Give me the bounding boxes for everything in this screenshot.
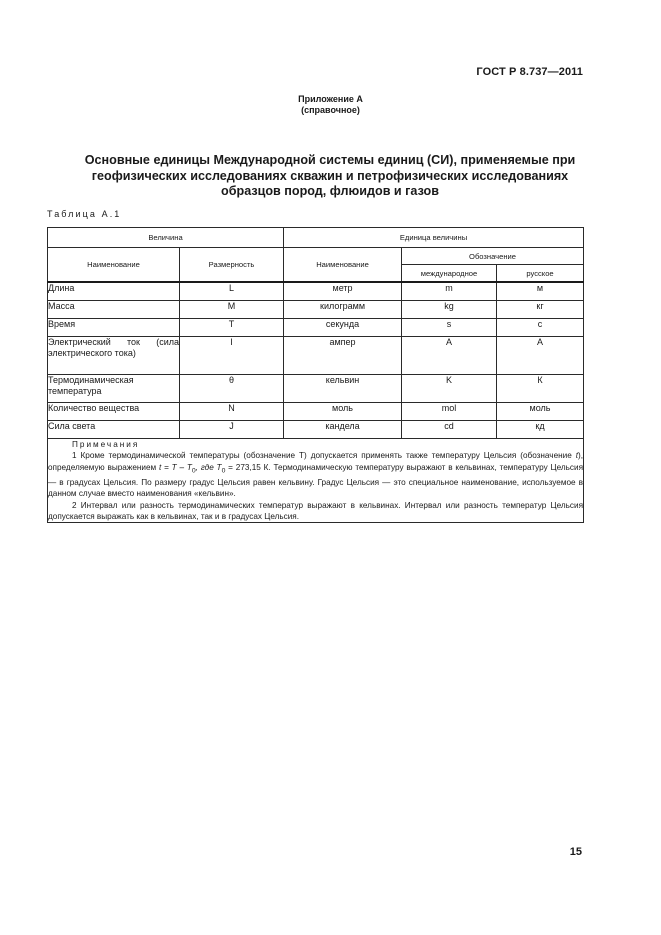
unit-name: кандела bbox=[284, 421, 402, 439]
main-title bbox=[40, 153, 620, 200]
quantity-name: Количество вещества bbox=[48, 403, 180, 421]
header-symbol-international: международное bbox=[402, 265, 497, 283]
page-number: 15 bbox=[569, 846, 582, 858]
main-title-line: геофизических исследованиях скважин и петрофизических исследованиях bbox=[91, 168, 569, 183]
unit-name: секунда bbox=[284, 319, 402, 337]
quantity-name: Электрический ток (сила электрического тока) bbox=[48, 337, 180, 375]
table-label: Таблица А.1 bbox=[47, 209, 122, 219]
note-1-formula: t bbox=[158, 462, 162, 472]
table-row bbox=[48, 282, 584, 301]
symbol-international: kg bbox=[402, 301, 497, 319]
si-units-table bbox=[47, 227, 584, 523]
dimension: θ bbox=[180, 375, 284, 403]
dimension: J bbox=[180, 421, 284, 439]
symbol-russian: кг bbox=[497, 301, 584, 319]
appendix-title: Приложение А bbox=[298, 94, 363, 104]
symbol-russian: К bbox=[497, 375, 584, 403]
quantity-name: Сила света bbox=[48, 421, 180, 439]
note-1-subscript: 0 bbox=[221, 467, 226, 475]
dimension: T bbox=[180, 319, 284, 337]
quantity-name: Время bbox=[48, 319, 180, 337]
symbol-russian: А bbox=[497, 337, 584, 375]
note-1-subscript: 0 bbox=[191, 467, 196, 475]
unit-name: моль bbox=[284, 403, 402, 421]
note-1 bbox=[48, 450, 583, 499]
table-row bbox=[48, 403, 584, 421]
note-1-text: = 273,15 К. Термодинамическую температуру выражают в кельвинах, температуру Цельсия — в градусах Цельсия. По размеру градус Цельсия равен кельвину. Градус Цельсия — это специальное наименование, используемое в данном случае вместо наименования «кельвин». bbox=[48, 462, 584, 499]
appendix-subtitle: (справочное) bbox=[301, 105, 360, 115]
quantity-name: Длина bbox=[48, 282, 180, 301]
table-row bbox=[48, 301, 584, 319]
unit-name: ампер bbox=[284, 337, 402, 375]
dimension: N bbox=[180, 403, 284, 421]
symbol-russian: моль bbox=[497, 403, 584, 421]
appendix-heading bbox=[0, 94, 661, 116]
header-unit-name: Наименование bbox=[284, 248, 402, 283]
note-2: 2 Интервал или разность термодинамических температур выражают в кельвинах. Интервал или разность температур Цельсия допускается выражать как в кельвинах, так и в градусах Цельсия. bbox=[48, 500, 584, 522]
table-notes bbox=[48, 439, 584, 523]
main-title-line: образцов пород, флюидов и газов bbox=[221, 184, 439, 198]
table-row bbox=[48, 337, 584, 375]
unit-name: килограмм bbox=[284, 301, 402, 319]
symbol-international: mol bbox=[402, 403, 497, 421]
symbol-international: cd bbox=[402, 421, 497, 439]
note-1-formula: , где T bbox=[195, 462, 222, 472]
note-1-text: ), определяемую выражением bbox=[48, 451, 584, 472]
symbol-russian: м bbox=[497, 282, 584, 301]
unit-name: кельвин bbox=[284, 375, 402, 403]
header-symbol-russian: русское bbox=[497, 265, 584, 283]
table-row bbox=[48, 319, 584, 337]
header-quantity: Величина bbox=[48, 228, 284, 248]
dimension: M bbox=[180, 301, 284, 319]
note-1-formula: = T – T bbox=[161, 462, 192, 472]
quantity-name: Термодинамическая температура bbox=[48, 375, 180, 403]
unit-name: метр bbox=[284, 282, 402, 301]
symbol-russian: с bbox=[497, 319, 584, 337]
notes-title: Примечания bbox=[72, 440, 140, 449]
symbol-international: m bbox=[402, 282, 497, 301]
header-unit: Единица величины bbox=[284, 228, 584, 248]
document-code: ГОСТ Р 8.737—2011 bbox=[476, 66, 583, 78]
table-row bbox=[48, 421, 584, 439]
note-1-symbol: t bbox=[575, 451, 579, 461]
symbol-international: K bbox=[402, 375, 497, 403]
header-quantity-name: Наименование bbox=[48, 248, 180, 283]
note-1-text: 1 Кроме термодинамической температуры (обозначение T) допускается применять также температуру Цельсия (обозначение bbox=[72, 451, 576, 461]
header-dimension: Размерность bbox=[180, 248, 284, 283]
notes-row bbox=[48, 439, 584, 523]
symbol-international: A bbox=[402, 337, 497, 375]
symbol-russian: кд bbox=[497, 421, 584, 439]
table-row bbox=[48, 375, 584, 403]
dimension: I bbox=[180, 337, 284, 375]
header-unit-symbol: Обозначение bbox=[402, 248, 584, 265]
main-title-line: Основные единицы Международной системы единиц (СИ), применяемые при bbox=[84, 153, 576, 167]
dimension: L bbox=[180, 282, 284, 301]
quantity-name: Масса bbox=[48, 301, 180, 319]
symbol-international: s bbox=[402, 319, 497, 337]
